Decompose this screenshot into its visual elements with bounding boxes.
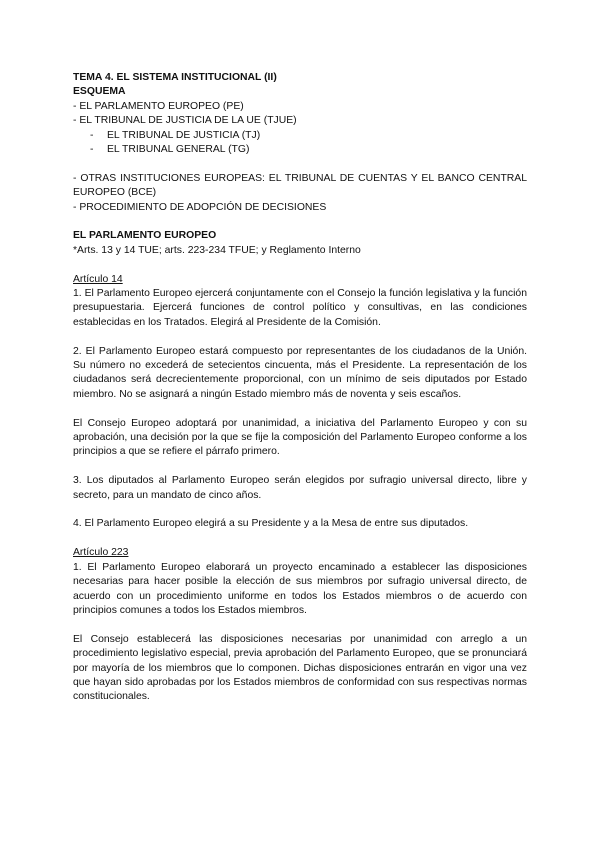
article-14-title: Artículo 14 xyxy=(73,273,123,285)
article-paragraph: 4. El Parlamento Europeo elegirá a su Presidente y a la Mesa de entre sus diputados. xyxy=(73,518,469,530)
article-paragraph: 1. El Parlamento Europeo elaborará un proyecto encaminado a establecer las disposiciones necesarias para hacer posible la elección de sus miembros por sufragio universal directo, de acuerdo con un procedimiento uniforme en todos los Estados miembros o de acuerdo con principios comunes a todos los Estados miembros. xyxy=(73,561,527,616)
sub-bullet: - xyxy=(90,144,94,156)
esquema-subitem xyxy=(73,143,527,157)
section-refs: *Arts. 13 y 14 TUE; arts. 223-234 TFUE; y Reglamento Interno xyxy=(73,244,361,256)
subitem-label: EL TRIBUNAL GENERAL (TG) xyxy=(107,144,250,156)
article-paragraph: 3. Los diputados al Parlamento Europeo serán elegidos por sufragio universal directo, libre y secreto, para un mandato de cinco años. xyxy=(73,475,527,501)
esquema-item: - OTRAS INSTITUCIONES EUROPEAS: EL TRIBUNAL DE CUENTAS Y EL BANCO CENTRAL EUROPEO (BCE) xyxy=(73,172,527,199)
document-body xyxy=(73,71,527,705)
esquema-item: - EL PARLAMENTO EUROPEO (PE) xyxy=(73,100,244,112)
article-paragraph: El Consejo establecerá las disposiciones necesarias por unanimidad con arreglo a un procedimiento legislativo especial, previa aprobación del Parlamento Europeo, que se pronunciará por mayoría de los miembros que lo componen. Dichas disposiciones entrarán en vigor una vez que hayan sido aprobadas por los Estados miembros de conformidad con sus respectivas normas constitucionales. xyxy=(73,633,527,703)
article-paragraph: 1. El Parlamento Europeo ejercerá conjuntamente con el Consejo la función legislativa y la función presupuestaria. Ejercerá funciones de control político y consultivas, en las condiciones establecidas en los Tratados. Elegirá al Presidente de la Comisión. xyxy=(73,288,527,328)
article-223-title: Artículo 223 xyxy=(73,547,129,559)
article-paragraph: 2. El Parlamento Europeo estará compuesto por representantes de los ciudadanos de la Unión. Su número no excederá de setecientos cincuenta, más el Presidente. La representación de los ciudadanos será decrecientemente proporcional, con un mínimo de seis diputados por Estado miembro. No se asignará a ningún Estado miembro más de noventa y seis escaños. xyxy=(73,345,527,400)
section-heading: EL PARLAMENTO EUROPEO xyxy=(73,230,217,242)
article-paragraph: El Consejo Europeo adoptará por unanimidad, a iniciativa del Parlamento Europeo y con su aprobación, una decisión por la que se fije la composición del Parlamento Europeo conforme a los principios a que se refiere el párrafo primero. xyxy=(73,417,527,458)
subitem-label: EL TRIBUNAL DE JUSTICIA (TJ) xyxy=(107,129,261,141)
esquema-item: - PROCEDIMIENTO DE ADOPCIÓN DE DECISIONES xyxy=(73,201,327,213)
sub-bullet: - xyxy=(90,129,94,141)
esquema-heading: ESQUEMA xyxy=(73,86,126,98)
esquema-item: - EL TRIBUNAL DE JUSTICIA DE LA UE (TJUE) xyxy=(73,115,297,127)
doc-title: TEMA 4. EL SISTEMA INSTITUCIONAL (II) xyxy=(73,72,277,83)
esquema-subitem xyxy=(73,129,527,143)
